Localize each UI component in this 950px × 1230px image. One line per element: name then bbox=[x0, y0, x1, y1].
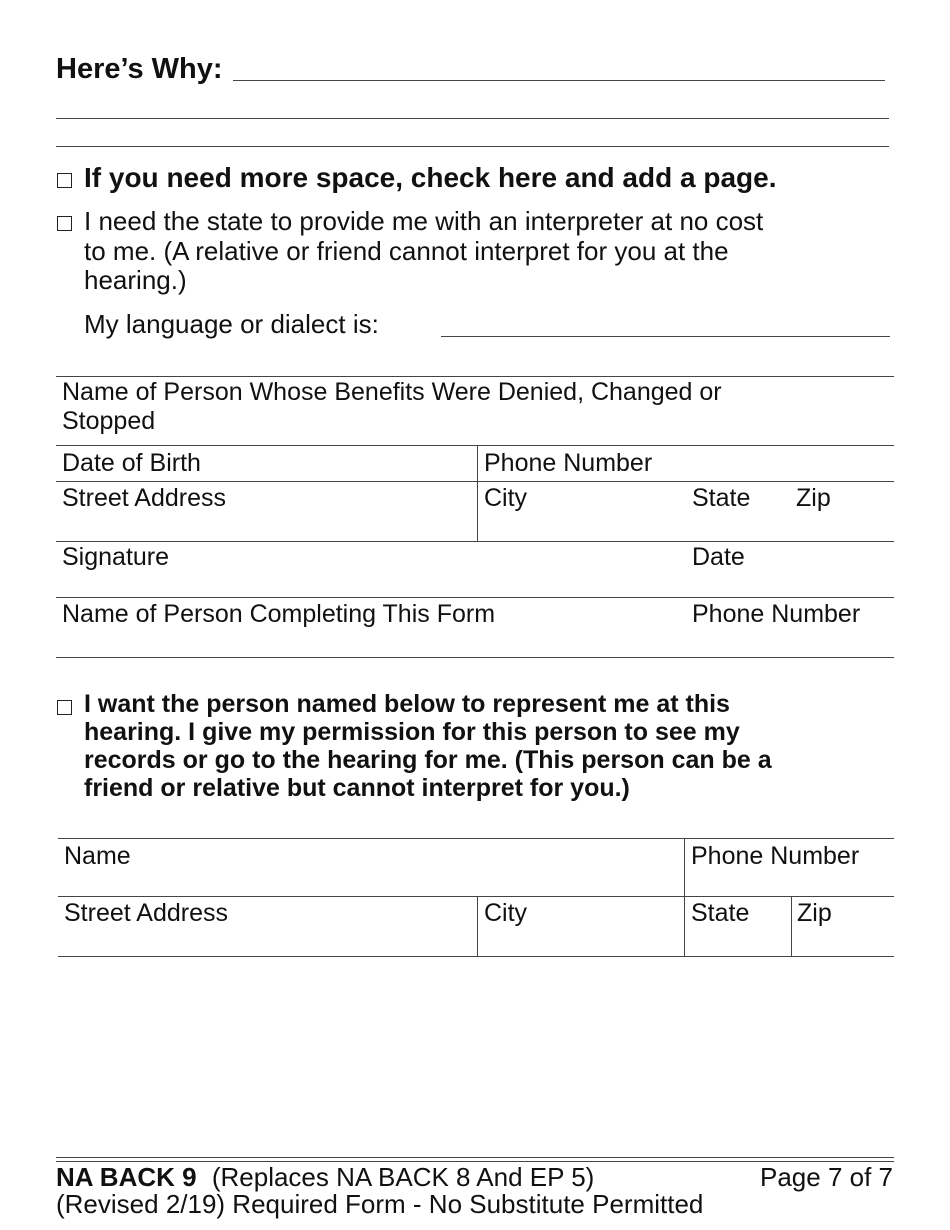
heres-why-line-2[interactable] bbox=[56, 118, 889, 119]
applicant-col-divider bbox=[477, 445, 478, 541]
more-space-checkbox[interactable] bbox=[57, 173, 72, 188]
signature-label[interactable]: Signature bbox=[62, 543, 170, 571]
heres-why-label: Here’s Why: bbox=[56, 53, 223, 85]
applicant-row-divider-3 bbox=[56, 541, 894, 542]
applicant-name-line-2: Stopped bbox=[62, 407, 156, 435]
representative-line-3: records or go to the hearing for me. (This person can be a bbox=[84, 746, 772, 774]
rep-table-bottom bbox=[58, 956, 894, 957]
applicant-city-label[interactable]: City bbox=[484, 484, 528, 512]
representative-text bbox=[84, 690, 772, 802]
rep-col-divider-phone bbox=[684, 838, 685, 956]
rep-col-divider-city bbox=[477, 896, 478, 956]
footer-replaces: (Replaces NA BACK 8 And EP 5) bbox=[211, 1162, 595, 1192]
applicant-table-bottom bbox=[56, 657, 894, 658]
applicant-row-divider-2 bbox=[56, 481, 894, 482]
applicant-phone-label[interactable]: Phone Number bbox=[484, 449, 653, 477]
more-space-label: If you need more space, check here and add a page. bbox=[84, 162, 777, 193]
footer-page: Page 7 of 7 bbox=[760, 1162, 893, 1192]
completer-phone-label[interactable]: Phone Number bbox=[692, 600, 861, 628]
applicant-table-top bbox=[56, 376, 894, 377]
rep-table-top bbox=[58, 838, 894, 839]
date-label[interactable]: Date bbox=[692, 543, 745, 571]
representative-line-4: friend or relative but cannot interpret for you.) bbox=[84, 774, 630, 802]
rep-zip-label[interactable]: Zip bbox=[797, 899, 832, 927]
representative-line-1: I want the person named below to represent me at this bbox=[84, 690, 730, 718]
interpreter-line-3: hearing.) bbox=[84, 265, 187, 295]
interpreter-line-1: I need the state to provide me with an interpreter at no cost bbox=[84, 206, 764, 236]
rep-row-divider bbox=[58, 896, 894, 897]
heres-why-line-1[interactable] bbox=[233, 80, 885, 81]
footer-form-id: NA BACK 9 bbox=[56, 1162, 197, 1192]
applicant-state-label[interactable]: State bbox=[692, 484, 751, 512]
representative-line-2: hearing. I give my permission for this person to see my bbox=[84, 718, 740, 746]
interpreter-line-2: to me. (A relative or friend cannot interpret for you at the bbox=[84, 235, 729, 266]
rep-street-label[interactable]: Street Address bbox=[64, 899, 228, 927]
footer-line-1 bbox=[56, 1162, 894, 1192]
applicant-row-divider-1 bbox=[56, 445, 894, 446]
representative-checkbox[interactable] bbox=[57, 700, 72, 715]
interpreter-checkbox[interactable] bbox=[57, 216, 72, 231]
applicant-name-label[interactable] bbox=[62, 378, 722, 436]
dob-label[interactable]: Date of Birth bbox=[62, 449, 201, 477]
language-label: My language or dialect is: bbox=[84, 309, 379, 339]
rep-name-label[interactable]: Name bbox=[64, 842, 131, 870]
completer-name-label[interactable]: Name of Person Completing This Form bbox=[62, 600, 496, 628]
rep-phone-label[interactable]: Phone Number bbox=[691, 842, 860, 870]
rep-state-label[interactable]: State bbox=[691, 899, 750, 927]
applicant-row-divider-4 bbox=[56, 597, 894, 598]
language-input-line[interactable] bbox=[441, 336, 890, 337]
applicant-street-label[interactable]: Street Address bbox=[62, 484, 226, 512]
heres-why-line-3[interactable] bbox=[56, 146, 889, 147]
applicant-zip-label[interactable]: Zip bbox=[796, 484, 831, 512]
footer-revised: (Revised 2/19) Required Form - No Substitute Permitted bbox=[56, 1189, 704, 1219]
rep-col-divider-zip bbox=[791, 896, 792, 956]
applicant-name-line-1: Name of Person Whose Benefits Were Denied, Changed or bbox=[62, 378, 722, 406]
interpreter-text bbox=[84, 207, 763, 296]
rep-city-label[interactable]: City bbox=[484, 899, 528, 927]
footer-rule-1 bbox=[56, 1157, 894, 1158]
